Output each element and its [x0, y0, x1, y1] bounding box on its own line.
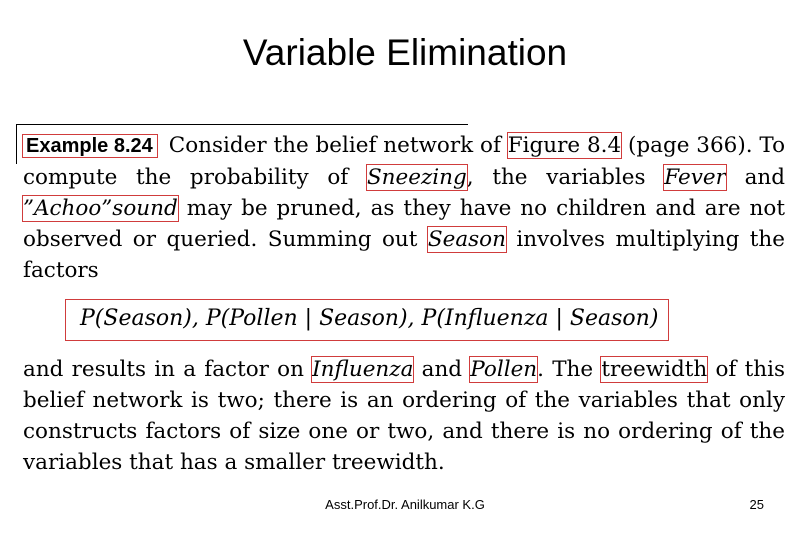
example-label: Example 8.24	[23, 135, 157, 157]
text-run: and results in a factor on	[23, 357, 313, 382]
text-run: and	[413, 357, 471, 382]
text-run: and	[725, 165, 785, 190]
season-variable-box: Season	[427, 227, 506, 252]
text-run: involves multiplying the factors	[23, 227, 785, 283]
footer-author: Asst.Prof.Dr. Anilkumar K.G	[325, 497, 485, 512]
example-left-rule	[16, 124, 17, 164]
example-paragraph-2	[23, 354, 785, 478]
pollen-variable-box: Pollen	[470, 357, 538, 382]
fever-variable-box: Fever	[664, 165, 726, 190]
text-run: of this belief network is two; there is an ordering of the variables that only constructs factors of size one or two, and there is no ordering of the variables that has a smaller treewidth.	[23, 357, 785, 475]
influenza-variable-box: Influenza	[312, 357, 414, 382]
page-reference: (page 366).	[621, 133, 753, 158]
page-number: 25	[749, 497, 764, 512]
factors-formula: P(Season), P(Pollen | Season), P(Influenza | Season)	[80, 306, 659, 331]
text-run: . The	[537, 357, 602, 382]
example-body	[23, 130, 785, 478]
text-run: , the variables	[466, 165, 665, 190]
text-run: To compute the probability of	[23, 133, 786, 190]
sneezing-variable-box: Sneezing	[366, 165, 467, 190]
figure-reference-box: Figure 8.4	[507, 133, 622, 158]
text-run: may be pruned, as they have no children and are not observed or queried. Summing out	[23, 196, 785, 252]
text-run: Consider the belief network of	[168, 133, 508, 158]
example-top-rule	[16, 124, 468, 125]
example-paragraph-1	[23, 130, 785, 286]
achoo-sound-variable-box: ”Achoo”sound	[23, 196, 178, 221]
treewidth-term-box: treewidth	[601, 357, 708, 382]
slide-title: Variable Elimination	[242, 32, 568, 73]
factors-formula-box	[66, 300, 668, 340]
